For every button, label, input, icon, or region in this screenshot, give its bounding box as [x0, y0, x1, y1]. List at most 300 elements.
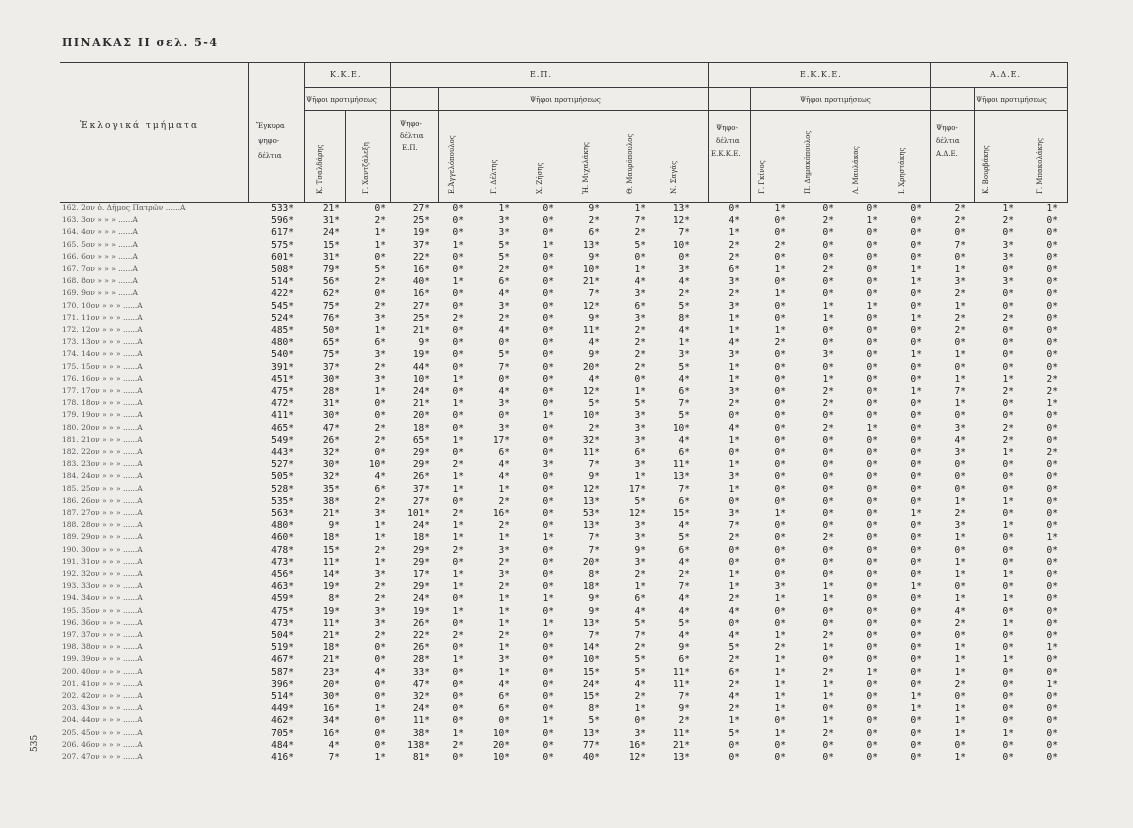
- table-cell: 2*: [728, 532, 740, 544]
- table-cell: 2*: [678, 715, 690, 727]
- table-cell: 411*: [271, 410, 294, 422]
- table-cell: 10*: [492, 727, 510, 739]
- table-cell: 0*: [910, 447, 922, 458]
- table-cell: 0*: [910, 605, 922, 617]
- table-cell: 0*: [866, 312, 878, 324]
- col-rule-kke: [304, 62, 305, 202]
- table-cell: 21*: [322, 654, 340, 666]
- table-cell: 2*: [374, 544, 386, 556]
- table-cell: 0*: [452, 447, 464, 458]
- table-cell: 0*: [822, 337, 834, 349]
- table-cell: 0*: [452, 752, 464, 763]
- table-cell: 11*: [322, 617, 340, 629]
- table-cell: 0*: [542, 642, 554, 654]
- table-cell: 1*: [1002, 569, 1014, 580]
- table-cell: 4*: [498, 325, 510, 336]
- table-cell: 0*: [1002, 544, 1014, 556]
- table-cell: 0*: [542, 630, 554, 641]
- table-cell: 0*: [866, 459, 878, 471]
- table-cell: 0*: [910, 288, 922, 300]
- table-cell: 5*: [634, 398, 646, 410]
- table-cell: 2*: [728, 593, 740, 605]
- table-cell: 5*: [678, 532, 690, 544]
- table-cell: 467*: [271, 654, 294, 666]
- table-cell: 1*: [910, 508, 922, 519]
- table-cell: 0*: [1046, 361, 1058, 373]
- table-cell: 4*: [728, 422, 740, 434]
- row-label: 194. 34ον » » » ......Α: [62, 593, 143, 603]
- table-cell: 2*: [1002, 434, 1014, 446]
- table-cell: 1*: [774, 288, 786, 300]
- table-cell: 1*: [728, 227, 740, 239]
- table-cell: 0*: [866, 752, 878, 763]
- table-cell: 3*: [498, 569, 510, 580]
- table-cell: 0*: [542, 300, 554, 312]
- table-cell: 2*: [374, 630, 386, 641]
- table-cell: 0*: [910, 752, 922, 763]
- table-cell: 0*: [452, 349, 464, 361]
- table-cell: 0*: [542, 215, 554, 227]
- table-cell: 0*: [1046, 471, 1058, 483]
- table-cell: 29*: [412, 581, 430, 593]
- table-cell: 0*: [542, 727, 554, 739]
- table-cell: 2*: [954, 617, 966, 629]
- table-cell: 0*: [954, 361, 966, 373]
- table-cell: 3*: [634, 288, 646, 300]
- table-cell: 1*: [1002, 495, 1014, 507]
- table-cell: 0*: [1046, 630, 1058, 641]
- table-cell: 15*: [582, 666, 600, 678]
- table-cell: 0*: [774, 312, 786, 324]
- table-cell: 1*: [728, 483, 740, 495]
- table-cell: 0*: [774, 520, 786, 532]
- table-cell: 1*: [822, 715, 834, 727]
- row-label: 203. 43ον » » » ......Α: [62, 703, 143, 713]
- table-cell: 0*: [1046, 581, 1058, 593]
- table-cell: 21*: [672, 739, 690, 751]
- table-cell: 3*: [634, 556, 646, 568]
- table-cell: 16*: [492, 508, 510, 519]
- table-cell: 2*: [954, 508, 966, 519]
- table-cell: 7*: [588, 544, 600, 556]
- table-cell: 1*: [910, 703, 922, 715]
- row-label: 197. 37ον » » » ......Α: [62, 630, 143, 639]
- table-cell: 3*: [1002, 239, 1014, 251]
- table-cell: 0*: [1046, 239, 1058, 251]
- table-cell: 1*: [728, 434, 740, 446]
- table-cell: 0*: [866, 520, 878, 532]
- table-cell: 3*: [678, 264, 690, 275]
- table-cell: 2*: [822, 532, 834, 544]
- table-cell: 0*: [452, 300, 464, 312]
- table-cell: 533*: [271, 203, 294, 214]
- table-cell: 1*: [954, 642, 966, 654]
- table-cell: 2*: [822, 386, 834, 397]
- table-cell: 1*: [910, 691, 922, 702]
- table-cell: 0*: [542, 349, 554, 361]
- table-cell: 6*: [374, 337, 386, 349]
- table-cell: 0*: [866, 447, 878, 458]
- table-cell: 2*: [374, 422, 386, 434]
- table-cell: 396*: [271, 678, 294, 690]
- table-cell: 0*: [542, 581, 554, 593]
- table-cell: 0*: [822, 410, 834, 422]
- table-cell: 22*: [412, 251, 430, 263]
- table-cell: 0*: [910, 337, 922, 349]
- row-label: 207. 47ον » » » ......Α: [62, 752, 143, 761]
- table-cell: 1*: [1046, 642, 1058, 654]
- table-cell: 0*: [542, 520, 554, 532]
- table-cell: 9*: [588, 203, 600, 214]
- table-cell: 0*: [774, 410, 786, 422]
- table-cell: 1*: [1002, 447, 1014, 458]
- table-cell: 0*: [822, 569, 834, 580]
- table-cell: 0*: [452, 325, 464, 336]
- table-cell: 0*: [866, 264, 878, 275]
- ade-ballots-1: Ψηφο-: [936, 124, 958, 132]
- table-cell: 0*: [910, 727, 922, 739]
- table-cell: 3*: [374, 569, 386, 580]
- table-cell: 30*: [322, 373, 340, 385]
- table-cell: 9*: [678, 703, 690, 715]
- table-cell: 0*: [542, 276, 554, 288]
- table-cell: 0*: [866, 544, 878, 556]
- table-cell: 32*: [322, 447, 340, 458]
- table-cell: 0*: [822, 459, 834, 471]
- table-cell: 1*: [866, 666, 878, 678]
- row-label: 201. 41ον » » » ......Α: [62, 678, 143, 688]
- table-cell: 37*: [322, 361, 340, 373]
- table-cell: 4*: [728, 630, 740, 641]
- table-cell: 1*: [634, 264, 646, 275]
- table-cell: 0*: [728, 556, 740, 568]
- table-cell: 0*: [1002, 666, 1014, 678]
- table-cell: 2*: [452, 459, 464, 471]
- table-cell: 4*: [328, 739, 340, 751]
- table-cell: 1*: [954, 569, 966, 580]
- table-cell: 1*: [452, 434, 464, 446]
- table-cell: 0*: [452, 642, 464, 654]
- table-cell: 10*: [582, 654, 600, 666]
- table-cell: 1*: [822, 593, 834, 605]
- table-cell: 16*: [322, 703, 340, 715]
- table-cell: 1*: [374, 532, 386, 544]
- table-cell: 7*: [678, 227, 690, 239]
- table-cell: 1*: [866, 300, 878, 312]
- col-rule-valid: [248, 62, 249, 202]
- table-cell: 0*: [542, 361, 554, 373]
- table-cell: 0*: [774, 752, 786, 763]
- cand-ekke-3: Λ. Μαυλάκας: [852, 146, 860, 194]
- table-cell: 1*: [954, 752, 966, 763]
- table-cell: 0*: [1002, 556, 1014, 568]
- table-cell: 0*: [1046, 264, 1058, 275]
- table-cell: 9*: [678, 642, 690, 654]
- row-label: 164. 4ον » » » ......Α: [62, 227, 138, 237]
- table-cell: 2*: [1002, 422, 1014, 434]
- row-label: 176. 16ον » » » ......Α: [62, 373, 143, 383]
- table-cell: 1*: [498, 483, 510, 495]
- table-cell: 0*: [1002, 508, 1014, 519]
- table-cell: 24*: [412, 520, 430, 532]
- table-cell: 0*: [866, 227, 878, 239]
- table-cell: 475*: [271, 605, 294, 617]
- table-cell: 3*: [1002, 251, 1014, 263]
- table-cell: 0*: [910, 239, 922, 251]
- col-rule-kke-2: [345, 110, 346, 202]
- row-label: 179. 19ον » » » ......Α: [62, 410, 143, 420]
- table-cell: 0*: [910, 495, 922, 507]
- table-cell: 5*: [588, 398, 600, 410]
- table-cell: 0*: [452, 703, 464, 715]
- table-cell: 4*: [678, 434, 690, 446]
- valid-header-3: δέλτια: [258, 152, 282, 160]
- table-cell: 2*: [634, 325, 646, 336]
- table-cell: 0*: [452, 215, 464, 227]
- table-cell: 5*: [634, 495, 646, 507]
- table-cell: 449*: [271, 703, 294, 715]
- table-cell: 0*: [452, 337, 464, 349]
- table-cell: 0*: [1002, 532, 1014, 544]
- table-cell: 1*: [822, 642, 834, 654]
- table-cell: 3*: [728, 386, 740, 397]
- table-cell: 0*: [954, 410, 966, 422]
- table-cell: 0*: [910, 251, 922, 263]
- table-cell: 4*: [498, 386, 510, 397]
- ekke-ballots-1: Ψηφο-: [716, 124, 738, 132]
- table-cell: 2*: [374, 361, 386, 373]
- col-rule-ekke: [708, 62, 709, 202]
- table-cell: 6*: [728, 264, 740, 275]
- table-cell: 0*: [542, 739, 554, 751]
- table-cell: 0*: [374, 678, 386, 690]
- table-cell: 6*: [634, 300, 646, 312]
- table-cell: 0*: [822, 434, 834, 446]
- row-label: 185. 25ον » » » ......Α: [62, 483, 143, 493]
- row-label: 178. 18ον » » » ......Α: [62, 398, 143, 408]
- table-cell: 5*: [498, 349, 510, 361]
- table-cell: 6*: [498, 276, 510, 288]
- sections-header: Ἐκλογικά τμήματα: [80, 121, 200, 131]
- table-cell: 1*: [728, 325, 740, 336]
- table-cell: 0*: [1002, 630, 1014, 641]
- table-cell: 0*: [542, 654, 554, 666]
- cand-ep-2: Γ. Δέλτης: [490, 159, 498, 194]
- table-cell: 2*: [452, 630, 464, 641]
- table-cell: 0*: [910, 361, 922, 373]
- table-cell: 4*: [678, 276, 690, 288]
- table-cell: 2*: [822, 666, 834, 678]
- row-label: 181. 21ον » » » ......Α: [62, 434, 143, 444]
- row-label: 166. 6ον » » » ......Α: [62, 251, 138, 261]
- table-cell: 0*: [1046, 410, 1058, 422]
- table-cell: 1*: [954, 373, 966, 385]
- row-label: 186. 26ον » » » ......Α: [62, 495, 143, 505]
- table-cell: 5*: [728, 642, 740, 654]
- table-cell: 2*: [822, 215, 834, 227]
- table-cell: 2*: [452, 739, 464, 751]
- table-cell: 0*: [452, 495, 464, 507]
- cand-kke-1: Κ. Τσαλδάρης: [316, 144, 324, 194]
- table-cell: 0*: [910, 410, 922, 422]
- table-cell: 15*: [582, 691, 600, 702]
- table-cell: 0*: [910, 666, 922, 678]
- table-cell: 0*: [910, 373, 922, 385]
- table-cell: 0*: [954, 691, 966, 702]
- table-cell: 0*: [1046, 300, 1058, 312]
- table-cell: 2*: [498, 520, 510, 532]
- table-cell: 31*: [322, 398, 340, 410]
- table-cell: 0*: [774, 544, 786, 556]
- table-cell: 456*: [271, 569, 294, 580]
- table-cell: 1*: [954, 654, 966, 666]
- table-cell: 0*: [954, 471, 966, 483]
- table-cell: 1*: [452, 276, 464, 288]
- table-cell: 0*: [866, 642, 878, 654]
- table-cell: 2*: [954, 288, 966, 300]
- table-cell: 44*: [412, 361, 430, 373]
- table-cell: 0*: [822, 752, 834, 763]
- table-cell: 575*: [271, 239, 294, 251]
- table-cell: 0*: [822, 483, 834, 495]
- table-cell: 1*: [374, 752, 386, 763]
- table-cell: 32*: [322, 471, 340, 483]
- table-cell: 15*: [672, 508, 690, 519]
- table-cell: 1*: [374, 386, 386, 397]
- table-cell: 24*: [412, 386, 430, 397]
- table-cell: 0*: [954, 459, 966, 471]
- table-cell: 7*: [588, 288, 600, 300]
- table-cell: 2*: [1046, 373, 1058, 385]
- ep-ballots-3: Ε.Π.: [402, 144, 418, 152]
- table-cell: 422*: [271, 288, 294, 300]
- table-cell: 2*: [374, 581, 386, 593]
- table-cell: 9*: [588, 605, 600, 617]
- table-cell: 4*: [498, 678, 510, 690]
- table-cell: 3*: [728, 276, 740, 288]
- table-cell: 1*: [728, 373, 740, 385]
- table-cell: 0*: [774, 556, 786, 568]
- table-cell: 2*: [822, 630, 834, 641]
- table-cell: 0*: [542, 752, 554, 763]
- table-cell: 5*: [498, 251, 510, 263]
- table-cell: 3*: [542, 459, 554, 471]
- table-cell: 11*: [412, 715, 430, 727]
- table-cell: 0*: [910, 434, 922, 446]
- table-cell: 3*: [634, 422, 646, 434]
- ade-ballots-3: Α.Δ.Ε.: [936, 150, 958, 158]
- table-cell: 4*: [374, 666, 386, 678]
- table-cell: 1*: [634, 471, 646, 483]
- table-cell: 1*: [822, 373, 834, 385]
- table-cell: 0*: [866, 337, 878, 349]
- table-cell: 0*: [1046, 227, 1058, 239]
- table-cell: 5*: [728, 727, 740, 739]
- table-cell: 3*: [374, 605, 386, 617]
- table-cell: 0*: [1002, 361, 1014, 373]
- table-cell: 2*: [678, 288, 690, 300]
- table-cell: 9*: [588, 312, 600, 324]
- row-label: 196. 36ον » » » ......Α: [62, 617, 143, 627]
- table-cell: 7*: [954, 239, 966, 251]
- table-cell: 0*: [1002, 691, 1014, 702]
- table-cell: 1*: [452, 605, 464, 617]
- table-cell: 0*: [542, 556, 554, 568]
- table-cell: 2*: [1002, 215, 1014, 227]
- table-cell: 0*: [728, 495, 740, 507]
- table-cell: 138*: [407, 739, 430, 751]
- table-cell: 17*: [628, 483, 646, 495]
- table-cell: 0*: [822, 447, 834, 458]
- table-cell: 0*: [452, 593, 464, 605]
- table-cell: 0*: [1046, 337, 1058, 349]
- table-cell: 0*: [1002, 325, 1014, 336]
- table-cell: 12*: [582, 300, 600, 312]
- table-cell: 4*: [678, 593, 690, 605]
- table-cell: 473*: [271, 556, 294, 568]
- table-cell: 0*: [910, 215, 922, 227]
- table-cell: 3*: [954, 447, 966, 458]
- table-cell: 12*: [672, 215, 690, 227]
- table-cell: 0*: [774, 434, 786, 446]
- row-label: 163. 3ον » » » ......Α: [62, 215, 138, 225]
- table-cell: 0*: [910, 203, 922, 214]
- table-cell: 0*: [374, 288, 386, 300]
- table-cell: 4*: [728, 605, 740, 617]
- table-cell: 1*: [866, 215, 878, 227]
- table-cell: 0*: [1046, 666, 1058, 678]
- table-cell: 3*: [634, 312, 646, 324]
- table-cell: 2*: [774, 642, 786, 654]
- table-cell: 37*: [412, 239, 430, 251]
- table-cell: 0*: [1046, 654, 1058, 666]
- table-cell: 0*: [452, 227, 464, 239]
- table-cell: 76*: [322, 312, 340, 324]
- table-cell: 0*: [498, 410, 510, 422]
- table-cell: 528*: [271, 483, 294, 495]
- table-cell: 0*: [1002, 288, 1014, 300]
- table-cell: 12*: [628, 508, 646, 519]
- row-label: 193. 33ον » » » ......Α: [62, 581, 143, 591]
- table-cell: 6*: [678, 386, 690, 397]
- ekke-ballots-3: Ε.Κ.Κ.Ε.: [711, 150, 741, 158]
- table-cell: 508*: [271, 264, 294, 275]
- table-cell: 0*: [728, 752, 740, 763]
- table-cell: 12*: [582, 386, 600, 397]
- row-label: 174. 14ον » » » ......Α: [62, 349, 143, 359]
- table-cell: 0*: [1046, 520, 1058, 532]
- table-cell: 1*: [822, 678, 834, 690]
- table-cell: 473*: [271, 617, 294, 629]
- ekke-pref-label: Ψῆφοι προτιμήσεως: [800, 96, 871, 104]
- table-cell: 79*: [322, 264, 340, 275]
- table-cell: 3*: [498, 398, 510, 410]
- table-cell: 0*: [822, 251, 834, 263]
- table-cell: 2*: [822, 398, 834, 410]
- table-cell: 0*: [1002, 300, 1014, 312]
- table-cell: 3*: [374, 349, 386, 361]
- table-cell: 0*: [910, 544, 922, 556]
- table-cell: 2*: [452, 544, 464, 556]
- table-cell: 2*: [728, 703, 740, 715]
- table-cell: 16*: [628, 739, 646, 751]
- table-cell: 2*: [452, 508, 464, 519]
- table-cell: 47*: [412, 678, 430, 690]
- table-cell: 0*: [774, 569, 786, 580]
- table-cell: 1*: [774, 325, 786, 336]
- table-cell: 0*: [822, 739, 834, 751]
- table-cell: 26*: [322, 434, 340, 446]
